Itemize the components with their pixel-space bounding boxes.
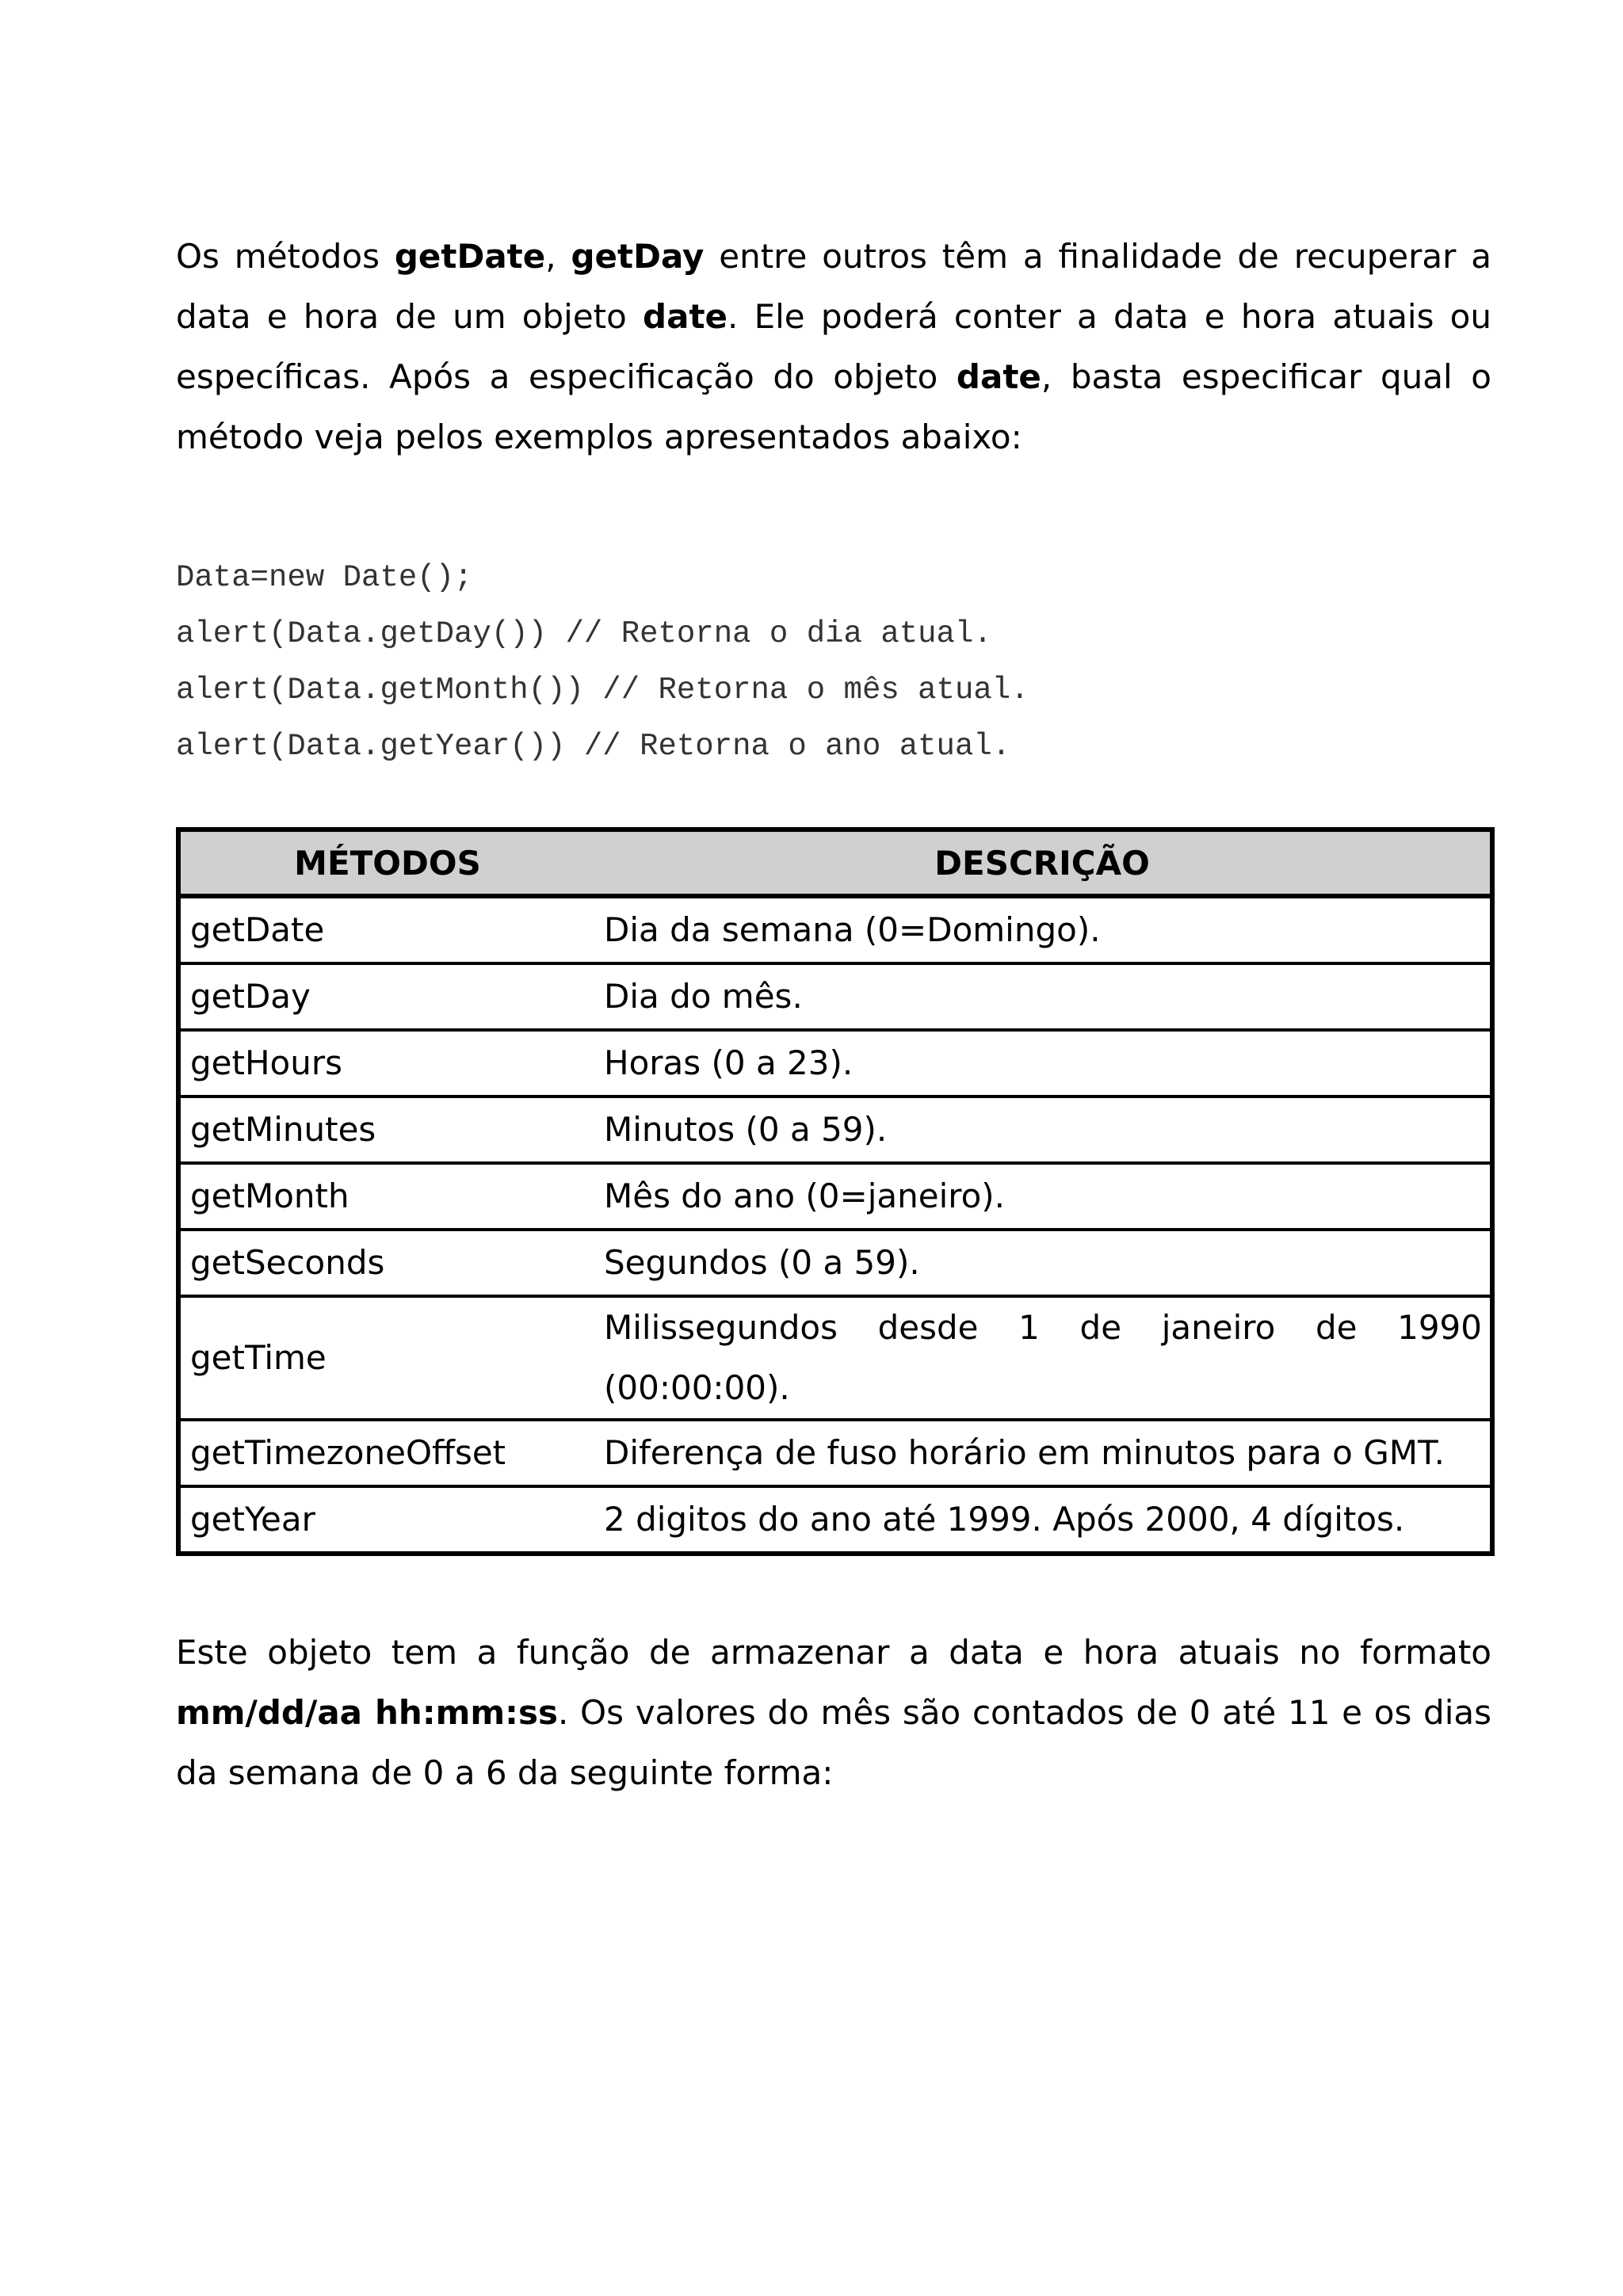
intro-text-1: Os métodos xyxy=(176,237,395,276)
description-cell: Minutos (0 a 59). xyxy=(594,1097,1492,1163)
table-row xyxy=(178,1296,1492,1420)
table-header-row xyxy=(178,830,1492,896)
table-row xyxy=(178,1486,1492,1554)
table-row xyxy=(178,1420,1492,1486)
table-row xyxy=(178,1230,1492,1296)
description-cell: 2 digitos do ano até 1999. Após 2000, 4 dígitos. xyxy=(594,1486,1492,1554)
methods-table xyxy=(176,827,1495,1556)
table-row xyxy=(178,1163,1492,1230)
outro-paragraph xyxy=(176,1623,1491,1803)
method-cell: getDate xyxy=(178,896,594,963)
code-block xyxy=(176,550,1491,775)
description-cell: Milissegundos desde 1 de janeiro de 1990 (00:00:00). xyxy=(594,1296,1492,1420)
code-line: Data=new Date(); xyxy=(176,560,473,595)
intro-text-3: entre outros têm a finalidade de recuperar a data e hora de um objeto xyxy=(176,237,1491,336)
description-cell: Horas (0 a 23). xyxy=(594,1030,1492,1097)
description-cell: Diferença de fuso horário em minutos para o GMT. xyxy=(594,1420,1492,1486)
header-methods: MÉTODOS xyxy=(178,830,594,896)
description-cell: Mês do ano (0=janeiro). xyxy=(594,1163,1492,1230)
method-cell: getHours xyxy=(178,1030,594,1097)
intro-text-2: , xyxy=(545,237,571,276)
outro-bold-format: mm/dd/aa hh:mm:ss xyxy=(176,1693,558,1732)
method-cell: getTime xyxy=(178,1296,594,1420)
intro-bold-date-1: date xyxy=(643,297,728,336)
code-line: alert(Data.getYear()) // Retorna o ano atual. xyxy=(176,729,1011,764)
code-line: alert(Data.getMonth()) // Retorna o mês atual. xyxy=(176,673,1029,707)
table-row xyxy=(178,1097,1492,1163)
intro-bold-getday: getDay xyxy=(571,237,705,276)
outro-text-1: Este objeto tem a função de armazenar a data e hora atuais no formato xyxy=(176,1633,1491,1672)
method-cell: getSeconds xyxy=(178,1230,594,1296)
method-cell: getYear xyxy=(178,1486,594,1554)
table-row xyxy=(178,963,1492,1030)
description-cell: Dia da semana (0=Domingo). xyxy=(594,896,1492,963)
description-cell: Segundos (0 a 59). xyxy=(594,1230,1492,1296)
intro-paragraph xyxy=(176,227,1491,467)
intro-text-5: , basta especificar qual o método veja pelos exemplos apresentados abaixo: xyxy=(176,357,1491,456)
outro-text-2: . Os valores do mês são contados de 0 até 11 e os dias da semana de 0 a 6 da seguinte forma: xyxy=(176,1693,1492,1792)
page-content xyxy=(176,227,1491,1803)
method-cell: getDay xyxy=(178,963,594,1030)
code-line: alert(Data.getDay()) // Retorna o dia atual. xyxy=(176,616,992,651)
header-description: DESCRIÇÃO xyxy=(594,830,1492,896)
intro-bold-date-2: date xyxy=(956,357,1041,396)
description-cell: Dia do mês. xyxy=(594,963,1492,1030)
method-cell: getMonth xyxy=(178,1163,594,1230)
table-row xyxy=(178,896,1492,963)
method-cell: getTimezoneOffset xyxy=(178,1420,594,1486)
intro-text-4: . Ele poderá conter a data e hora atuais ou específicas. Após a especificação do objeto xyxy=(176,297,1491,396)
table-row xyxy=(178,1030,1492,1097)
intro-bold-getdate: getDate xyxy=(394,237,546,276)
method-cell: getMinutes xyxy=(178,1097,594,1163)
